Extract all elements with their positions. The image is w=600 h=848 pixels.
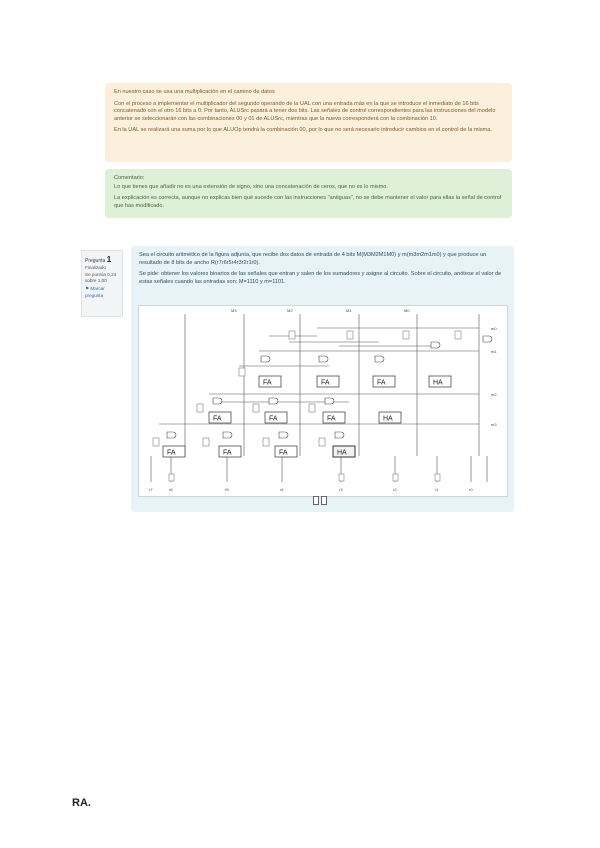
note-paragraph-2: En la UAL se realizará una suma por lo que ALUOp tendrá la combinación 00, por lo que no será necesario introducir cambios en el control de la misma. [114,127,492,134]
output-r7-label: r7 [149,487,153,492]
svg-text:FA: FA [327,415,336,423]
svg-text:FA: FA [377,379,386,387]
footer-signature: RA. [72,797,91,809]
comment-paragraph-2: La explicación es correcta, aunque no explicas bien qué sucede con las instrucciones "antiguas", no se debe mantener el valor para ellas la señal de control que has modificado. [114,195,502,209]
output-r3-label: r3 [339,487,343,492]
output-r0-label: r0 [469,487,473,492]
svg-text:FA: FA [223,449,232,457]
answer-select-boxes[interactable] [313,496,329,506]
adder-row-1 [259,376,451,387]
svg-text:FA: FA [167,449,176,457]
input-M2-label: M2 [287,308,293,313]
input-m0-label: m0 [491,326,497,331]
svg-text:FA: FA [213,415,222,423]
output-r1-label: r1 [435,487,439,492]
answer-box-left[interactable] [313,496,319,505]
question-content [131,246,514,512]
comment-paragraph-1: Lo que tienes que añadir no es una extensión de signo, sino una concatenación de ceros, que no es lo mismo. [114,183,388,190]
input-m2-label: m2 [491,392,497,397]
flag-question-link[interactable]: ⚑ Marcar pregunta [85,286,105,298]
input-m3-label: m3 [491,422,497,427]
output-r4-label: r4 [280,487,284,492]
flag-icon: ⚑ [85,286,90,292]
output-r5-label: r5 [225,487,229,492]
svg-text:FA: FA [279,449,288,457]
input-M3-label: M3 [231,308,237,313]
teacher-comment [105,169,512,218]
comment-title: Comentario: [114,175,145,181]
feedback-note [105,83,512,162]
svg-text:FA: FA [269,415,278,423]
svg-text:FA: FA [321,379,330,387]
question-number: Pregunta 1 [85,255,112,264]
input-M0-label: M0 [404,308,410,313]
question-text-1: Sea el circuito aritmético de la figura adjunta, que recibe dos datos de entrada de 4 bits M(M3M2M1M0) y m(m3m2m1m0) y que produce un resultado de 8 bits de ancho R(r7r6r5r4r3r2r1r0). [139,252,487,266]
svg-text:HA: HA [433,379,443,387]
note-title: En nuestro caso se usa una multiplicación en el camino de datos [114,89,275,95]
circuit-diagram [138,305,508,497]
input-m1-label: m1 [491,349,497,354]
question-number-value: 1 [106,255,112,264]
output-r2-label: r2 [393,487,397,492]
adder-row-3 [163,446,355,457]
svg-text:FA: FA [263,379,272,387]
svg-text:HA: HA [337,449,347,457]
circuit-svg [139,306,505,494]
adder-row-2 [209,412,401,423]
output-r6-label: r6 [169,487,173,492]
svg-text:HA: HA [383,415,393,423]
note-paragraph-1: Con el proceso a implementar el multiplicador del segundo operando de la UAL con una entrada más en la que se introduce el inmediato de 16 bits concatenado con el otro 16 bits a 0. Por tanto, ALUSrc pasará a tener dos bits. Las señales de control correspondientes para las instrucciones del modelo anterior se seleccionarán con las combinaciones 00 y 01 de ALUSrc, mientras que la nueva corresponderá con la combinación 10. [114,100,496,122]
input-M1-label: M1 [346,308,352,313]
question-text-2: Se pide: obtener los valores binarios de las señales que entran y salen de los sumadores y asigne al circuito. Sobre el circuito, anótese el valor de estas señales cuando las entradas son: M=1110 y m=1101. [139,271,502,285]
question-info [81,250,123,317]
answer-box-right[interactable] [321,496,327,505]
question-status: Finalizado [85,265,106,271]
question-max-grade: Se puntúa 0,24 sobre 1,00 [85,271,117,284]
